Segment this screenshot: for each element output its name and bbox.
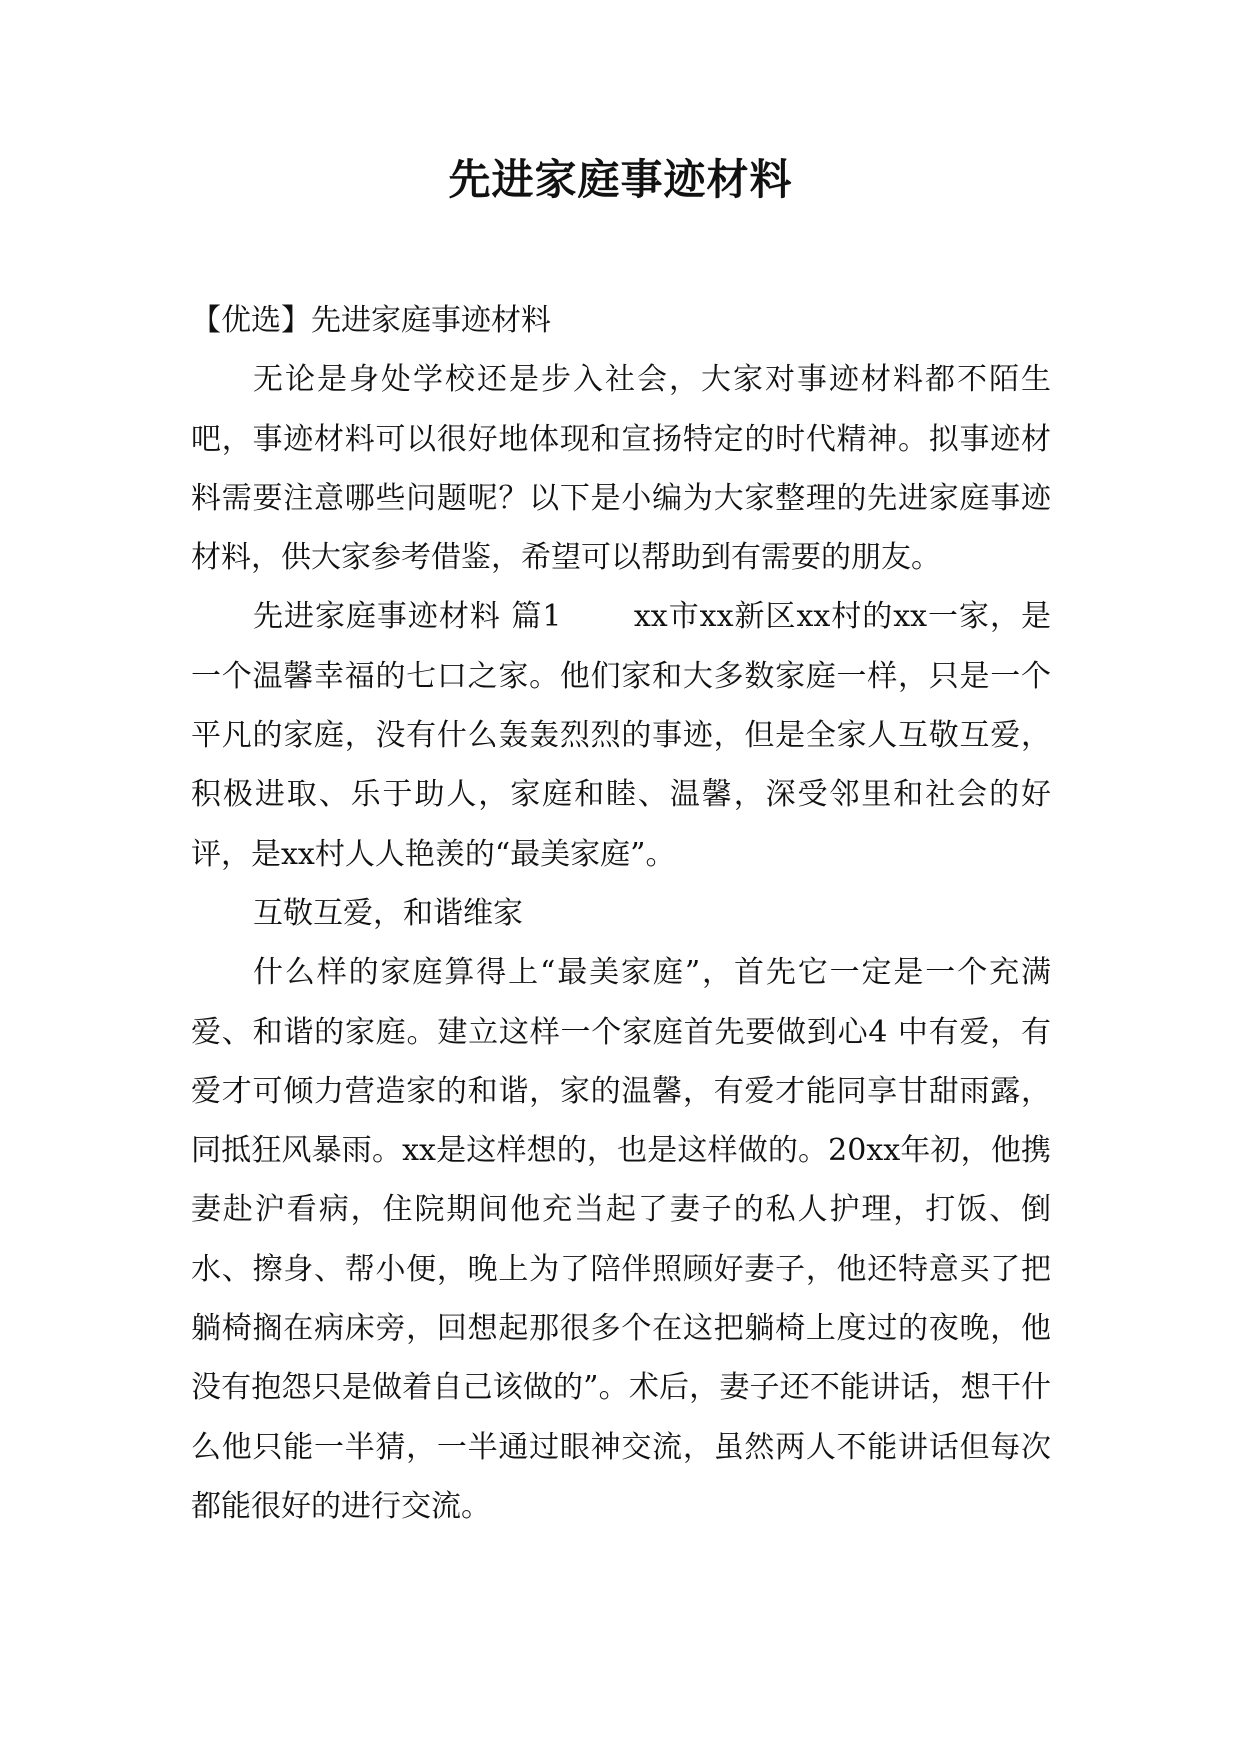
section-heading: 互敬互爱，和谐维家 [253,895,523,931]
document-body [191,291,1051,1536]
page-title: 先进家庭事迹材料 [448,155,793,204]
paragraph-intro: 无论是身处学校还是步入社会，大家对事迹材料都不陌生吧，事迹材料可以很好地体现和宣扬特定的时代精神。拟事迹材料需要注意哪些问题呢？以下是小编为大家整理的先进家庭事迹材料，供大家参考借鉴，希望可以帮助到有需要的朋友。 [191,362,1051,576]
paragraph-article-1: 先进家庭事迹材料 篇1 xx市xx新区xx村的xx一家，是一个温馨幸福的七口之家。他们家和大多数家庭一样，只是一个平凡的家庭，没有什么轰轰烈烈的事迹，但是全家人互敬互爱，积极进取、乐于助人，家庭和睦、温馨，深受邻里和社会的好评，是xx村人人艳羡的“最美家庭”。 [191,599,1051,872]
paragraph-section-body: 什么样的家庭算得上“最美家庭”，首先它一定是一个充满爱、和谐的家庭。建立这样一个家庭首先要做到心4 中有爱，有爱才可倾力营造家的和谐，家的温馨，有爱才能同享甘甜雨露，同抵狂风暴雨。xx是这样想的，也是这样做的。20xx年初，他携妻赴沪看病，住院期间他充当起了妻子的私人护理，打饭、倒水、擦身、帮小便，晚上为了陪伴照顾好妻子，他还特意买了把躺椅搁在病床旁，回想起那很多个在这把躺椅上度过的夜晚，他没有抱怨只是做着自己该做的”。术后，妻子还不能讲话，想干什么他只能一半猜，一半通过眼神交流，虽然两人不能讲话但每次都能很好的进行交流。 [191,955,1051,1524]
document-subtitle: 【优选】先进家庭事迹材料 [191,303,551,338]
